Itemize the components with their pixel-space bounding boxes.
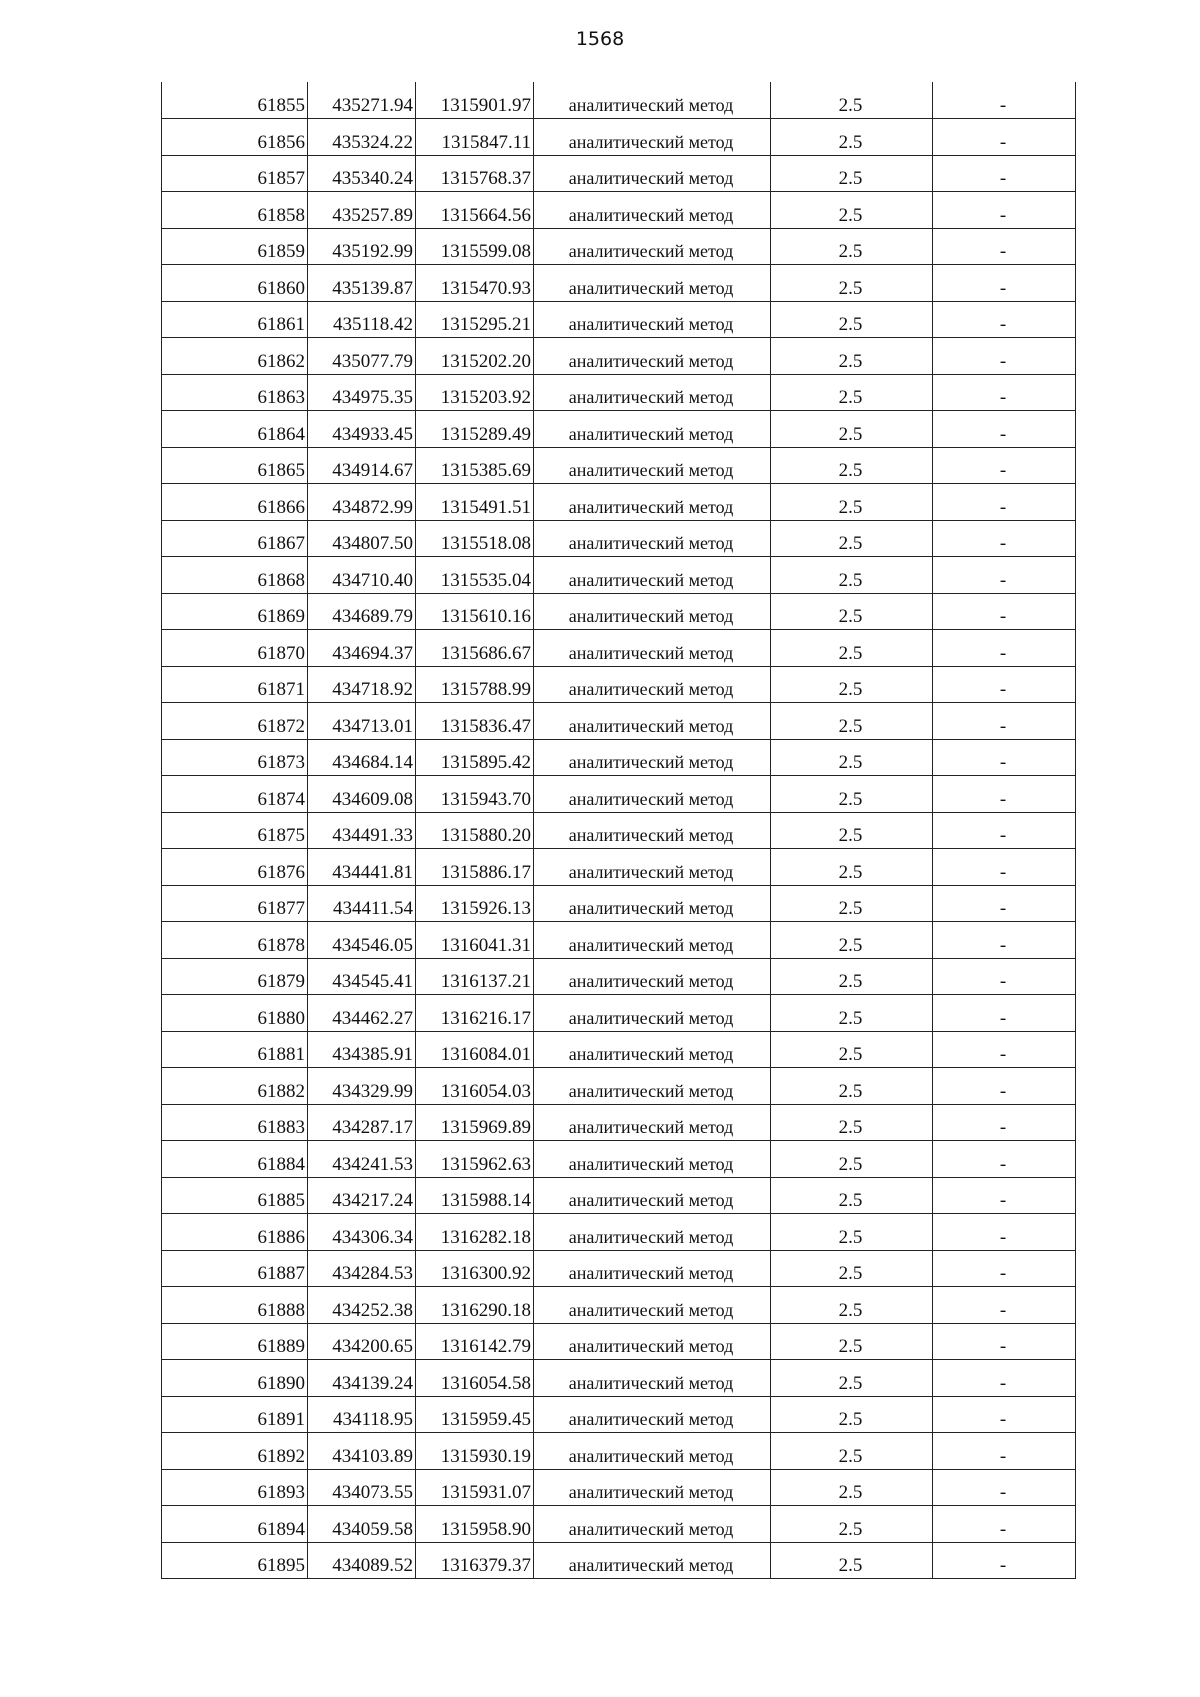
x-coordinate-cell: 434073.55 — [308, 1469, 416, 1506]
note-cell: - — [933, 958, 1076, 995]
table-row — [162, 411, 1076, 448]
x-coordinate-cell: 434287.17 — [308, 1104, 416, 1141]
y-coordinate-cell: 1315847.11 — [416, 119, 534, 156]
point-number-cell: 61874 — [162, 776, 308, 813]
point-number-cell: 61889 — [162, 1323, 308, 1360]
method-cell: аналитический метод — [534, 1104, 771, 1141]
note-cell: - — [933, 1433, 1076, 1470]
note-cell: - — [933, 666, 1076, 703]
table-row — [162, 338, 1076, 375]
point-number-cell: 61870 — [162, 630, 308, 667]
method-cell: аналитический метод — [534, 739, 771, 776]
table-row — [162, 995, 1076, 1032]
x-coordinate-cell: 435139.87 — [308, 265, 416, 302]
point-number-cell: 61865 — [162, 447, 308, 484]
x-coordinate-cell: 434441.81 — [308, 849, 416, 886]
method-cell: аналитический метод — [534, 411, 771, 448]
note-cell: - — [933, 776, 1076, 813]
table-row — [162, 666, 1076, 703]
note-cell: - — [933, 374, 1076, 411]
x-coordinate-cell: 434807.50 — [308, 520, 416, 557]
x-coordinate-cell: 434713.01 — [308, 703, 416, 740]
point-number-cell: 61876 — [162, 849, 308, 886]
accuracy-cell: 2.5 — [771, 1177, 933, 1214]
note-cell: - — [933, 82, 1076, 119]
x-coordinate-cell: 434462.27 — [308, 995, 416, 1032]
accuracy-cell: 2.5 — [771, 484, 933, 521]
table-row — [162, 520, 1076, 557]
accuracy-cell: 2.5 — [771, 520, 933, 557]
method-cell: аналитический метод — [534, 1214, 771, 1251]
x-coordinate-cell: 434306.34 — [308, 1214, 416, 1251]
x-coordinate-cell: 434118.95 — [308, 1396, 416, 1433]
table-row — [162, 593, 1076, 630]
point-number-cell: 61864 — [162, 411, 308, 448]
note-cell: - — [933, 630, 1076, 667]
point-number-cell: 61884 — [162, 1141, 308, 1178]
x-coordinate-cell: 434385.91 — [308, 1031, 416, 1068]
table-row — [162, 703, 1076, 740]
table-row — [162, 1177, 1076, 1214]
point-number-cell: 61858 — [162, 192, 308, 229]
table-row — [162, 812, 1076, 849]
accuracy-cell: 2.5 — [771, 1287, 933, 1324]
table-row — [162, 958, 1076, 995]
y-coordinate-cell: 1316054.03 — [416, 1068, 534, 1105]
x-coordinate-cell: 434710.40 — [308, 557, 416, 594]
method-cell: аналитический метод — [534, 1031, 771, 1068]
point-number-cell: 61873 — [162, 739, 308, 776]
point-number-cell: 61886 — [162, 1214, 308, 1251]
note-cell: - — [933, 1542, 1076, 1579]
y-coordinate-cell: 1315969.89 — [416, 1104, 534, 1141]
x-coordinate-cell: 435118.42 — [308, 301, 416, 338]
table-row — [162, 1323, 1076, 1360]
x-coordinate-cell: 435192.99 — [308, 228, 416, 265]
accuracy-cell: 2.5 — [771, 666, 933, 703]
method-cell: аналитический метод — [534, 666, 771, 703]
x-coordinate-cell: 434139.24 — [308, 1360, 416, 1397]
note-cell: - — [933, 155, 1076, 192]
x-coordinate-cell: 435077.79 — [308, 338, 416, 375]
table-row — [162, 1250, 1076, 1287]
method-cell: аналитический метод — [534, 557, 771, 594]
point-number-cell: 61880 — [162, 995, 308, 1032]
x-coordinate-cell: 434284.53 — [308, 1250, 416, 1287]
x-coordinate-cell: 434914.67 — [308, 447, 416, 484]
y-coordinate-cell: 1315895.42 — [416, 739, 534, 776]
point-number-cell: 61855 — [162, 82, 308, 119]
table-row — [162, 228, 1076, 265]
coordinates-table-body — [162, 82, 1076, 1579]
x-coordinate-cell: 434491.33 — [308, 812, 416, 849]
note-cell: - — [933, 1104, 1076, 1141]
point-number-cell: 61888 — [162, 1287, 308, 1324]
y-coordinate-cell: 1316300.92 — [416, 1250, 534, 1287]
method-cell: аналитический метод — [534, 849, 771, 886]
point-number-cell: 61895 — [162, 1542, 308, 1579]
point-number-cell: 61860 — [162, 265, 308, 302]
method-cell: аналитический метод — [534, 374, 771, 411]
method-cell: аналитический метод — [534, 1323, 771, 1360]
y-coordinate-cell: 1316084.01 — [416, 1031, 534, 1068]
accuracy-cell: 2.5 — [771, 265, 933, 302]
note-cell: - — [933, 1360, 1076, 1397]
method-cell: аналитический метод — [534, 1506, 771, 1543]
method-cell: аналитический метод — [534, 447, 771, 484]
table-row — [162, 630, 1076, 667]
point-number-cell: 61894 — [162, 1506, 308, 1543]
point-number-cell: 61866 — [162, 484, 308, 521]
accuracy-cell: 2.5 — [771, 922, 933, 959]
note-cell: - — [933, 995, 1076, 1032]
note-cell: - — [933, 192, 1076, 229]
accuracy-cell: 2.5 — [771, 1396, 933, 1433]
y-coordinate-cell: 1315901.97 — [416, 82, 534, 119]
method-cell: аналитический метод — [534, 338, 771, 375]
note-cell: - — [933, 922, 1076, 959]
table-row — [162, 155, 1076, 192]
y-coordinate-cell: 1316041.31 — [416, 922, 534, 959]
x-coordinate-cell: 434694.37 — [308, 630, 416, 667]
table-row — [162, 1433, 1076, 1470]
note-cell: - — [933, 1469, 1076, 1506]
x-coordinate-cell: 434059.58 — [308, 1506, 416, 1543]
table-row — [162, 1396, 1076, 1433]
accuracy-cell: 2.5 — [771, 739, 933, 776]
y-coordinate-cell: 1316142.79 — [416, 1323, 534, 1360]
y-coordinate-cell: 1316137.21 — [416, 958, 534, 995]
note-cell: - — [933, 1141, 1076, 1178]
y-coordinate-cell: 1315385.69 — [416, 447, 534, 484]
method-cell: аналитический метод — [534, 155, 771, 192]
coordinates-table — [161, 82, 1076, 1579]
note-cell: - — [933, 1506, 1076, 1543]
method-cell: аналитический метод — [534, 192, 771, 229]
method-cell: аналитический метод — [534, 812, 771, 849]
table-row — [162, 776, 1076, 813]
x-coordinate-cell: 434103.89 — [308, 1433, 416, 1470]
table-row — [162, 885, 1076, 922]
accuracy-cell: 2.5 — [771, 1141, 933, 1178]
table-row — [162, 374, 1076, 411]
note-cell: - — [933, 1031, 1076, 1068]
method-cell: аналитический метод — [534, 958, 771, 995]
y-coordinate-cell: 1315610.16 — [416, 593, 534, 630]
x-coordinate-cell: 434684.14 — [308, 739, 416, 776]
point-number-cell: 61868 — [162, 557, 308, 594]
y-coordinate-cell: 1315886.17 — [416, 849, 534, 886]
method-cell: аналитический метод — [534, 1433, 771, 1470]
note-cell: - — [933, 703, 1076, 740]
note-cell: - — [933, 520, 1076, 557]
accuracy-cell: 2.5 — [771, 1469, 933, 1506]
point-number-cell: 61879 — [162, 958, 308, 995]
point-number-cell: 61883 — [162, 1104, 308, 1141]
x-coordinate-cell: 434329.99 — [308, 1068, 416, 1105]
y-coordinate-cell: 1315943.70 — [416, 776, 534, 813]
y-coordinate-cell: 1316054.58 — [416, 1360, 534, 1397]
note-cell: - — [933, 557, 1076, 594]
point-number-cell: 61862 — [162, 338, 308, 375]
accuracy-cell: 2.5 — [771, 1250, 933, 1287]
note-cell: - — [933, 1396, 1076, 1433]
method-cell: аналитический метод — [534, 1469, 771, 1506]
point-number-cell: 61867 — [162, 520, 308, 557]
accuracy-cell: 2.5 — [771, 82, 933, 119]
table-row — [162, 1287, 1076, 1324]
method-cell: аналитический метод — [534, 484, 771, 521]
y-coordinate-cell: 1315836.47 — [416, 703, 534, 740]
x-coordinate-cell: 434718.92 — [308, 666, 416, 703]
table-row — [162, 447, 1076, 484]
table-row — [162, 192, 1076, 229]
point-number-cell: 61881 — [162, 1031, 308, 1068]
x-coordinate-cell: 434089.52 — [308, 1542, 416, 1579]
x-coordinate-cell: 434252.38 — [308, 1287, 416, 1324]
x-coordinate-cell: 434689.79 — [308, 593, 416, 630]
point-number-cell: 61885 — [162, 1177, 308, 1214]
point-number-cell: 61856 — [162, 119, 308, 156]
x-coordinate-cell: 435271.94 — [308, 82, 416, 119]
note-cell: - — [933, 484, 1076, 521]
accuracy-cell: 2.5 — [771, 1323, 933, 1360]
accuracy-cell: 2.5 — [771, 1506, 933, 1543]
note-cell: - — [933, 411, 1076, 448]
accuracy-cell: 2.5 — [771, 849, 933, 886]
accuracy-cell: 2.5 — [771, 119, 933, 156]
y-coordinate-cell: 1315988.14 — [416, 1177, 534, 1214]
note-cell: - — [933, 1177, 1076, 1214]
accuracy-cell: 2.5 — [771, 228, 933, 265]
x-coordinate-cell: 434975.35 — [308, 374, 416, 411]
y-coordinate-cell: 1315535.04 — [416, 557, 534, 594]
table-row — [162, 1542, 1076, 1579]
point-number-cell: 61871 — [162, 666, 308, 703]
point-number-cell: 61875 — [162, 812, 308, 849]
accuracy-cell: 2.5 — [771, 995, 933, 1032]
method-cell: аналитический метод — [534, 520, 771, 557]
note-cell: - — [933, 301, 1076, 338]
x-coordinate-cell: 434933.45 — [308, 411, 416, 448]
point-number-cell: 61861 — [162, 301, 308, 338]
accuracy-cell: 2.5 — [771, 374, 933, 411]
accuracy-cell: 2.5 — [771, 411, 933, 448]
y-coordinate-cell: 1315470.93 — [416, 265, 534, 302]
y-coordinate-cell: 1316379.37 — [416, 1542, 534, 1579]
note-cell: - — [933, 265, 1076, 302]
table-row — [162, 1031, 1076, 1068]
method-cell: аналитический метод — [534, 1360, 771, 1397]
y-coordinate-cell: 1315930.19 — [416, 1433, 534, 1470]
point-number-cell: 61882 — [162, 1068, 308, 1105]
note-cell: - — [933, 849, 1076, 886]
method-cell: аналитический метод — [534, 265, 771, 302]
point-number-cell: 61887 — [162, 1250, 308, 1287]
y-coordinate-cell: 1315768.37 — [416, 155, 534, 192]
x-coordinate-cell: 434217.24 — [308, 1177, 416, 1214]
method-cell: аналитический метод — [534, 1396, 771, 1433]
y-coordinate-cell: 1315203.92 — [416, 374, 534, 411]
method-cell: аналитический метод — [534, 995, 771, 1032]
note-cell: - — [933, 739, 1076, 776]
table-row — [162, 1068, 1076, 1105]
x-coordinate-cell: 434200.65 — [308, 1323, 416, 1360]
note-cell: - — [933, 1068, 1076, 1105]
method-cell: аналитический метод — [534, 922, 771, 959]
accuracy-cell: 2.5 — [771, 301, 933, 338]
y-coordinate-cell: 1315788.99 — [416, 666, 534, 703]
note-cell: - — [933, 593, 1076, 630]
x-coordinate-cell: 434609.08 — [308, 776, 416, 813]
method-cell: аналитический метод — [534, 1542, 771, 1579]
page-number: 1568 — [575, 28, 625, 50]
accuracy-cell: 2.5 — [771, 703, 933, 740]
x-coordinate-cell: 435340.24 — [308, 155, 416, 192]
x-coordinate-cell: 434241.53 — [308, 1141, 416, 1178]
note-cell: - — [933, 1287, 1076, 1324]
method-cell: аналитический метод — [534, 1177, 771, 1214]
point-number-cell: 61857 — [162, 155, 308, 192]
accuracy-cell: 2.5 — [771, 447, 933, 484]
accuracy-cell: 2.5 — [771, 1104, 933, 1141]
method-cell: аналитический метод — [534, 1287, 771, 1324]
y-coordinate-cell: 1316290.18 — [416, 1287, 534, 1324]
table-row — [162, 922, 1076, 959]
note-cell: - — [933, 812, 1076, 849]
point-number-cell: 61859 — [162, 228, 308, 265]
y-coordinate-cell: 1315959.45 — [416, 1396, 534, 1433]
method-cell: аналитический метод — [534, 776, 771, 813]
method-cell: аналитический метод — [534, 228, 771, 265]
table-row — [162, 1506, 1076, 1543]
accuracy-cell: 2.5 — [771, 1068, 933, 1105]
accuracy-cell: 2.5 — [771, 338, 933, 375]
method-cell: аналитический метод — [534, 885, 771, 922]
note-cell: - — [933, 1323, 1076, 1360]
accuracy-cell: 2.5 — [771, 958, 933, 995]
method-cell: аналитический метод — [534, 630, 771, 667]
x-coordinate-cell: 434411.54 — [308, 885, 416, 922]
table-row — [162, 1141, 1076, 1178]
x-coordinate-cell: 435257.89 — [308, 192, 416, 229]
y-coordinate-cell: 1315599.08 — [416, 228, 534, 265]
table-row — [162, 1104, 1076, 1141]
note-cell: - — [933, 885, 1076, 922]
x-coordinate-cell: 434872.99 — [308, 484, 416, 521]
accuracy-cell: 2.5 — [771, 630, 933, 667]
y-coordinate-cell: 1315518.08 — [416, 520, 534, 557]
point-number-cell: 61863 — [162, 374, 308, 411]
accuracy-cell: 2.5 — [771, 593, 933, 630]
table-row — [162, 301, 1076, 338]
table-row — [162, 1469, 1076, 1506]
point-number-cell: 61869 — [162, 593, 308, 630]
x-coordinate-cell: 435324.22 — [308, 119, 416, 156]
table-row — [162, 82, 1076, 119]
y-coordinate-cell: 1315686.67 — [416, 630, 534, 667]
note-cell: - — [933, 1214, 1076, 1251]
note-cell: - — [933, 1250, 1076, 1287]
table-row — [162, 849, 1076, 886]
accuracy-cell: 2.5 — [771, 1542, 933, 1579]
y-coordinate-cell: 1316282.18 — [416, 1214, 534, 1251]
point-number-cell: 61890 — [162, 1360, 308, 1397]
y-coordinate-cell: 1315926.13 — [416, 885, 534, 922]
y-coordinate-cell: 1315664.56 — [416, 192, 534, 229]
method-cell: аналитический метод — [534, 703, 771, 740]
y-coordinate-cell: 1315491.51 — [416, 484, 534, 521]
method-cell: аналитический метод — [534, 82, 771, 119]
x-coordinate-cell: 434546.05 — [308, 922, 416, 959]
accuracy-cell: 2.5 — [771, 885, 933, 922]
note-cell: - — [933, 447, 1076, 484]
table-row — [162, 119, 1076, 156]
point-number-cell: 61878 — [162, 922, 308, 959]
method-cell: аналитический метод — [534, 301, 771, 338]
method-cell: аналитический метод — [534, 593, 771, 630]
y-coordinate-cell: 1315962.63 — [416, 1141, 534, 1178]
accuracy-cell: 2.5 — [771, 557, 933, 594]
point-number-cell: 61892 — [162, 1433, 308, 1470]
note-cell: - — [933, 228, 1076, 265]
table-row — [162, 265, 1076, 302]
accuracy-cell: 2.5 — [771, 192, 933, 229]
y-coordinate-cell: 1315880.20 — [416, 812, 534, 849]
accuracy-cell: 2.5 — [771, 1214, 933, 1251]
accuracy-cell: 2.5 — [771, 1433, 933, 1470]
table-row — [162, 484, 1076, 521]
method-cell: аналитический метод — [534, 119, 771, 156]
accuracy-cell: 2.5 — [771, 812, 933, 849]
table-row — [162, 1214, 1076, 1251]
point-number-cell: 61893 — [162, 1469, 308, 1506]
accuracy-cell: 2.5 — [771, 155, 933, 192]
point-number-cell: 61877 — [162, 885, 308, 922]
y-coordinate-cell: 1315295.21 — [416, 301, 534, 338]
y-coordinate-cell: 1315931.07 — [416, 1469, 534, 1506]
table-row — [162, 557, 1076, 594]
point-number-cell: 61891 — [162, 1396, 308, 1433]
accuracy-cell: 2.5 — [771, 1360, 933, 1397]
point-number-cell: 61872 — [162, 703, 308, 740]
table-row — [162, 739, 1076, 776]
y-coordinate-cell: 1315958.90 — [416, 1506, 534, 1543]
table-row — [162, 1360, 1076, 1397]
accuracy-cell: 2.5 — [771, 1031, 933, 1068]
method-cell: аналитический метод — [534, 1250, 771, 1287]
accuracy-cell: 2.5 — [771, 776, 933, 813]
y-coordinate-cell: 1315202.20 — [416, 338, 534, 375]
method-cell: аналитический метод — [534, 1141, 771, 1178]
note-cell: - — [933, 119, 1076, 156]
note-cell: - — [933, 338, 1076, 375]
method-cell: аналитический метод — [534, 1068, 771, 1105]
y-coordinate-cell: 1315289.49 — [416, 411, 534, 448]
x-coordinate-cell: 434545.41 — [308, 958, 416, 995]
y-coordinate-cell: 1316216.17 — [416, 995, 534, 1032]
